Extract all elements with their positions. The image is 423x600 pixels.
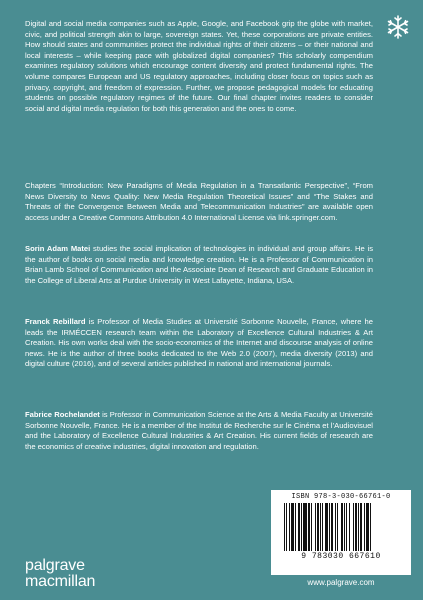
author-bio-rochelandet <box>25 410 373 452</box>
author-bio-text: is Professor of Media Studies at Université Sorbonne Nouvelle, France, where he leads the IRMÉCCEN research team within the Laboratory of Excellence Cultural Industries & Art Creation. His own works deal with the socio-economics of the Internet and discourse analysis of online news. He is the author of three books dedicated to the Web 2.0 (2007), media diversity (2013) and digital culture (2016), and of several articles published in national and international journals. <box>25 317 373 369</box>
blurb-paragraph: Digital and social media companies such as Apple, Google, and Facebook grip the globe with market, civic, and political strength akin to large, sovereign states. Yet, these corporations are private entities. How should states and communities protect the individual rights of their citizens – or their national and local interests – while keeping pace with globalized digital companies? This scholarly compendium examines regulatory solutions which encourage content diversity and protect fundamental rights. The volume compares European and US regulatory approaches, including closer focus on topics such as privacy, copyright, and freedom of expression. Further, we propose pedagogical models for educating students on possible regulatory regimes of the future. Our final chapter invites readers to consider social and digital media regulation for both this generation and the ones to come. <box>25 19 373 113</box>
publisher-logo-line2: macmillan <box>25 573 96 590</box>
author-bio-text: studies the social implication of technologies in individual and group affairs. He is the author of books on social media and knowledge creation. He is a Professor of Communication in Brian Lamb School of Communication and the Associate Dean of Research and Graduate Education in the College of Liberal Arts at Purdue University in West Lafayette, Indiana, USA. <box>25 244 373 285</box>
publisher-logo <box>25 558 95 590</box>
open-access-note: Chapters “Introduction: New Paradigms of Media Regulation in a Transatlantic Perspective”, “From News Diversity to News Quality: New Media Regulation Theoretical Issues” and “The Stakes and Threats of the Convergence Between Media and Telecommunication Industries” are available open access under a Creative Commons Attribution 4.0 International License via link.springer.com. <box>25 181 373 222</box>
barcode <box>283 503 399 551</box>
barcode-digits: 9 783030 667610 <box>301 552 381 561</box>
publisher-website: www.palgrave.com <box>307 578 375 587</box>
author-name: Franck Rebillard <box>25 317 86 326</box>
publisher-logo-line1: palgrave <box>25 557 85 574</box>
springer-snowflake-icon <box>385 14 411 40</box>
isbn-label: ISBN 978-3-030-66761-0 <box>291 493 391 501</box>
author-bio-text: is Professor in Communication Science at the Arts & Media Faculty at Université Sorbonne Nouvelle, France. He is a member of the Institut de Recherche sur le Cinéma et l’Audiovisuel and the Laboratory of Excellence Cultural Industries & Art Creation. His current fields of research are the economics of creative industries, digital innovation and regulation. <box>25 410 373 451</box>
author-bio-rebillard <box>25 317 373 370</box>
author-bio-matei <box>25 244 373 286</box>
author-name: Sorin Adam Matei <box>25 244 91 253</box>
isbn-barcode-box <box>271 490 411 575</box>
author-name: Fabrice Rochelandet <box>25 410 100 419</box>
